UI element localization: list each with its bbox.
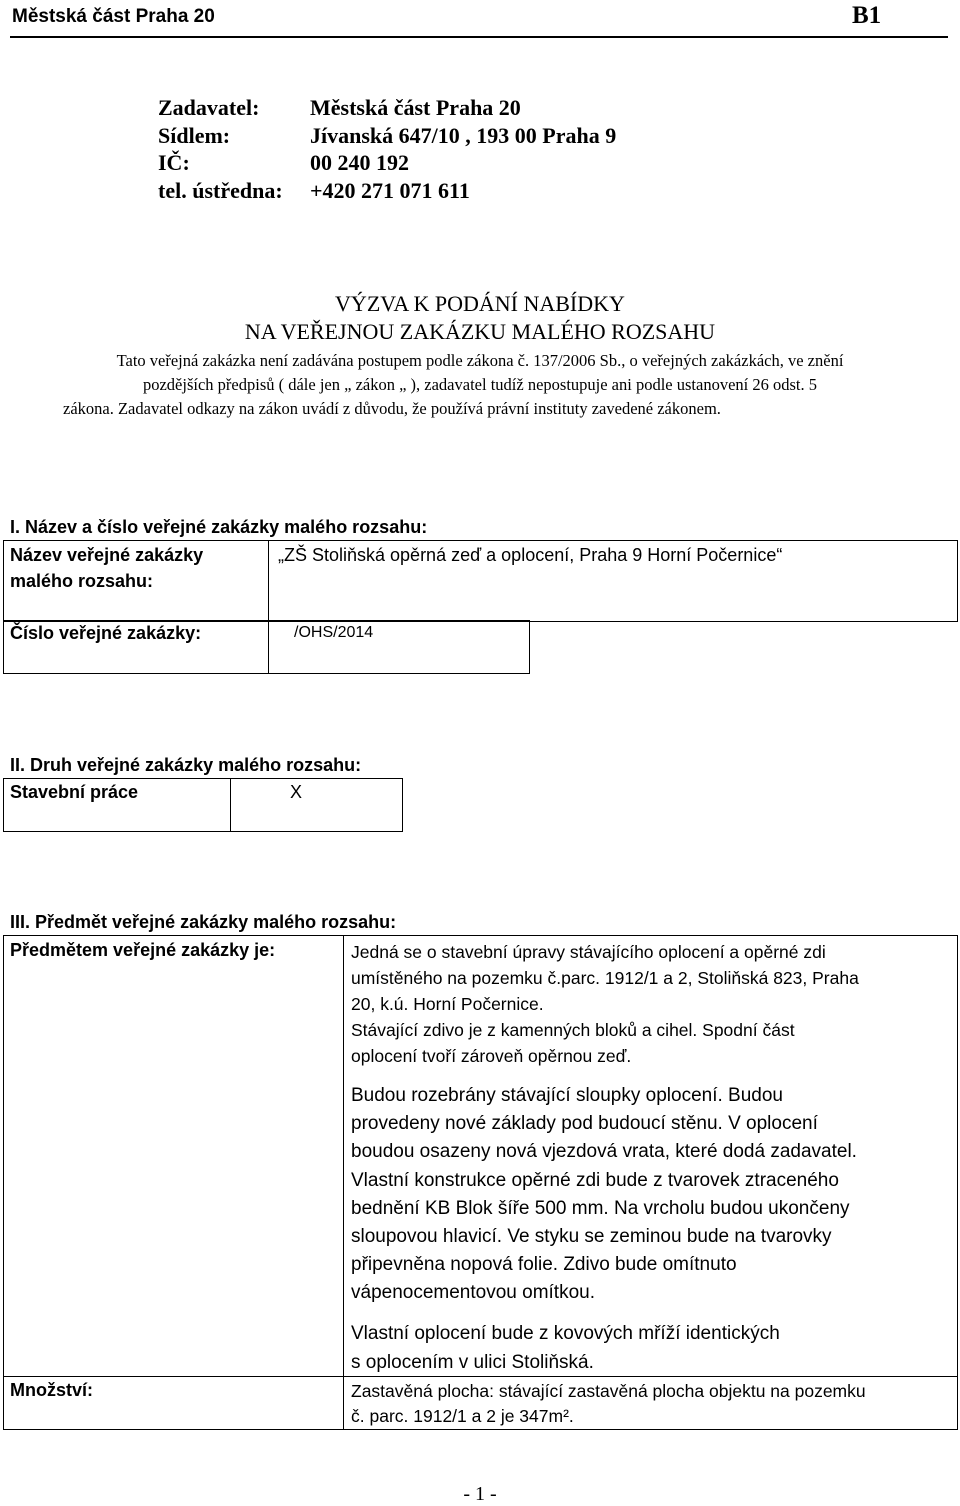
section2-heading: II. Druh veřejné zakázky malého rozsahu:	[10, 755, 362, 775]
contract-type-label: Stavební práce	[10, 782, 139, 802]
authority-value: 00 240 192	[310, 150, 409, 175]
subject-line: Stávající zdivo je z kamenných bloků a cihel. Spodní část	[351, 1020, 795, 1040]
quantity-label: Množství:	[10, 1380, 93, 1400]
document-title-line2: NA VEŘEJNOU ZAKÁZKU MALÉHO ROZSAHU	[244, 319, 716, 344]
contract-type-divider	[230, 778, 231, 832]
intro-paragraph	[0, 349, 960, 421]
header-divider	[10, 36, 948, 38]
subject-divider	[343, 935, 344, 1430]
authority-value: Jívanská 647/10 , 193 00 Praha 9	[310, 122, 617, 148]
subject-line: Vlastní oplocení bude z kovových mříží identických	[351, 1323, 780, 1344]
authority-label: IČ:	[158, 150, 190, 175]
section1-heading: I. Název a číslo veřejné zakázky malého rozsahu:	[10, 517, 428, 537]
authority-value: Městská část Praha 20	[310, 95, 521, 120]
subject-line: umístěného na pozemku č.parc. 1912/1 a 2, Stoliňská 823, Praha	[351, 968, 859, 988]
intro-line: zákona. Zadavatel odkazy na zákon uvádí z důvodu, že používá právní instituty zavedené zákonem.	[63, 399, 721, 418]
subject-paragraph-3	[351, 1320, 780, 1377]
subject-paragraph-1	[351, 939, 859, 1069]
subject-line: Vlastní konstrukce opěrné zdi bude z tvarovek ztraceného	[351, 1169, 839, 1191]
authority-label: Zadavatel:	[158, 95, 260, 120]
quantity-value	[351, 1379, 866, 1429]
intro-line: Tato veřejná zakázka není zadávána postupem podle zákona č. 137/2006 Sb., o veřejných zakázkách, ve znění	[116, 351, 844, 370]
subject-line: oplocení tvoří zároveň opěrnou zeď.	[351, 1046, 632, 1066]
subject-line: vápenocementovou omítkou.	[351, 1282, 595, 1304]
subject-line: provedeny nové základy pod budoucí stěnu. V oplocení	[351, 1113, 818, 1135]
contract-name-label: malého rozsahu:	[10, 571, 154, 591]
subject-paragraph-2	[351, 1082, 857, 1308]
subject-line: s oplocením v ulici Stoliňská.	[351, 1351, 594, 1373]
subject-line: boudou osazeny nová vjezdová vrata, které dodá zadavatel.	[351, 1141, 857, 1163]
subject-line: sloupovou hlavicí. Ve styku se zeminou bude na tvarovky	[351, 1226, 832, 1248]
section3-heading: III. Předmět veřejné zakázky malého rozsahu:	[10, 912, 397, 932]
intro-line: pozdějších předpisů ( dále jen „ zákon „ ), zadavatel tudíž nepostupuje ani podle ustanovení 26 odst. 5	[142, 375, 817, 394]
contract-type-mark: X	[290, 782, 303, 802]
authority-label: Sídlem:	[158, 122, 231, 148]
authority-label: tel. ústředna:	[158, 177, 283, 203]
contract-name-value: „ZŠ Stoliňská opěrná zeď a oplocení, Praha 9 Horní Počernice“	[278, 545, 783, 565]
header-organization: Městská část Praha 20	[12, 6, 215, 27]
subject-line: Budou rozebrány stávající sloupky oplocení. Budou	[351, 1085, 783, 1106]
header-form-code: B1	[852, 2, 882, 29]
contract-number-value: /OHS/2014	[294, 624, 374, 641]
document-title-line1: VÝZVA K PODÁNÍ NABÍDKY	[335, 291, 625, 316]
subject-label: Předmětem veřejné zakázky je:	[10, 940, 276, 960]
subject-line: 20, k.ú. Horní Počernice.	[351, 994, 544, 1014]
subject-line: Jedná se o stavební úpravy stávajícího oplocení a opěrné zdi	[351, 942, 826, 962]
page-number: - 1 -	[463, 1483, 497, 1505]
quantity-line: Zastavěná plocha: stávající zastavěná plocha objektu na pozemku	[351, 1381, 866, 1401]
contract-name-label: Název veřejné zakázky	[10, 545, 204, 565]
authority-value: +420 271 071 611	[310, 177, 470, 203]
subject-line: připevněna nopová folie. Zdivo bude omítnuto	[351, 1254, 737, 1276]
quantity-line: č. parc. 1912/1 a 2 je 347m².	[351, 1406, 574, 1426]
subject-line: bednění KB Blok šíře 500 mm. Na vrcholu budou ukončeny	[351, 1197, 850, 1219]
contract-number-label: Číslo veřejné zakázky:	[10, 623, 202, 643]
